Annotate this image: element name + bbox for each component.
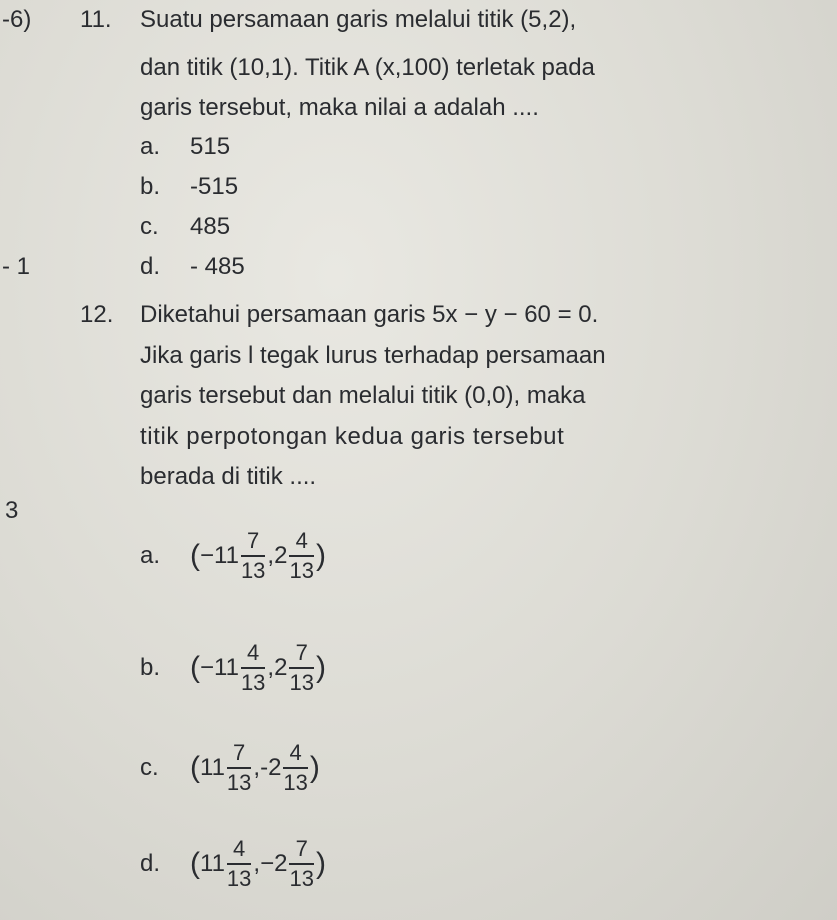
numerator: 7 <box>295 836 308 861</box>
whole-number: 2 <box>274 542 288 569</box>
option-d <box>140 836 326 892</box>
option-a <box>140 528 326 584</box>
whole-number: −11 <box>200 542 239 569</box>
whole-number: −11 <box>200 654 239 681</box>
question-text-line: Diketahui persamaan garis 5x − y − 60 = 0. <box>140 301 599 328</box>
fraction-bar <box>289 667 313 669</box>
question-number: 11. <box>80 6 112 33</box>
fraction-bar <box>283 767 307 769</box>
option-value: 515 <box>190 133 231 160</box>
option-letter: c. <box>140 213 159 240</box>
separator: , <box>267 542 275 569</box>
fraction-bar <box>227 767 251 769</box>
option-a <box>140 132 230 162</box>
fraction-bar <box>241 555 265 557</box>
separator: , <box>253 850 261 877</box>
option-value: - 485 <box>190 253 245 280</box>
denominator: 13 <box>240 670 266 695</box>
option-value: 485 <box>190 213 231 240</box>
numerator: 4 <box>233 836 246 861</box>
question-text-line: titik perpotongan kedua garis tersebut <box>140 423 565 450</box>
open-paren: ( <box>190 651 200 684</box>
option-value: -515 <box>190 173 239 200</box>
fraction <box>283 740 307 796</box>
option-letter: a. <box>140 542 161 569</box>
fraction-bar <box>227 863 251 865</box>
fraction <box>241 528 265 584</box>
question-text-line: dan titik (10,1). Titik A (x,100) terletak pada <box>140 54 595 81</box>
close-paren: ) <box>315 651 326 684</box>
numerator: 4 <box>295 528 308 553</box>
whole-number: -2 <box>260 754 282 781</box>
numerator: 7 <box>233 740 246 765</box>
denominator: 13 <box>283 770 308 795</box>
denominator: 13 <box>289 866 314 891</box>
numerator: 4 <box>247 640 260 665</box>
denominator: 13 <box>226 866 252 891</box>
fraction <box>289 528 313 584</box>
option-b <box>140 172 238 202</box>
option-letter: c. <box>140 754 159 781</box>
option-letter: d. <box>140 850 161 877</box>
fraction <box>227 740 251 796</box>
option-c <box>140 212 230 242</box>
question-text-line: garis tersebut, maka nilai a adalah .... <box>140 94 539 121</box>
open-paren: ( <box>190 539 200 572</box>
question-number: 12. <box>80 301 114 328</box>
denominator: 13 <box>289 670 314 695</box>
whole-number: 11 <box>200 754 225 781</box>
option-letter: d. <box>140 253 161 280</box>
option-letter: a. <box>140 133 161 160</box>
fraction-bar <box>241 667 265 669</box>
fraction <box>227 836 251 892</box>
margin-mark-middle: - 1 <box>2 253 31 280</box>
question-text-line: Jika garis l tegak lurus terhadap persamaan <box>140 342 606 369</box>
open-paren: ( <box>190 751 200 784</box>
margin-mark-bottom: 3 <box>5 497 19 524</box>
numerator: 7 <box>247 528 260 553</box>
whole-number: −2 <box>260 850 288 877</box>
option-d <box>140 252 245 282</box>
fraction <box>289 836 313 892</box>
fraction-bar <box>289 555 313 557</box>
whole-number: 11 <box>200 850 225 877</box>
question-text-line: garis tersebut dan melalui titik (0,0), maka <box>140 382 586 409</box>
option-letter: b. <box>140 654 161 681</box>
fraction <box>289 640 313 696</box>
numerator: 4 <box>289 740 302 765</box>
close-paren: ) <box>315 539 326 572</box>
separator: , <box>253 754 261 781</box>
question-text-line: berada di titik .... <box>140 463 317 490</box>
whole-number: 2 <box>274 654 288 681</box>
denominator: 13 <box>289 558 314 583</box>
separator: , <box>267 654 275 681</box>
fraction <box>241 640 265 696</box>
fraction-bar <box>289 863 313 865</box>
option-c <box>140 740 320 796</box>
denominator: 13 <box>226 770 252 795</box>
open-paren: ( <box>190 847 200 880</box>
close-paren: ) <box>315 847 326 880</box>
denominator: 13 <box>240 558 266 583</box>
margin-mark-top: -6) <box>2 6 32 33</box>
option-b <box>140 640 326 696</box>
numerator: 7 <box>295 640 308 665</box>
question-text-line: Suatu persamaan garis melalui titik (5,2), <box>140 6 577 33</box>
close-paren: ) <box>309 751 320 784</box>
option-letter: b. <box>140 173 161 200</box>
